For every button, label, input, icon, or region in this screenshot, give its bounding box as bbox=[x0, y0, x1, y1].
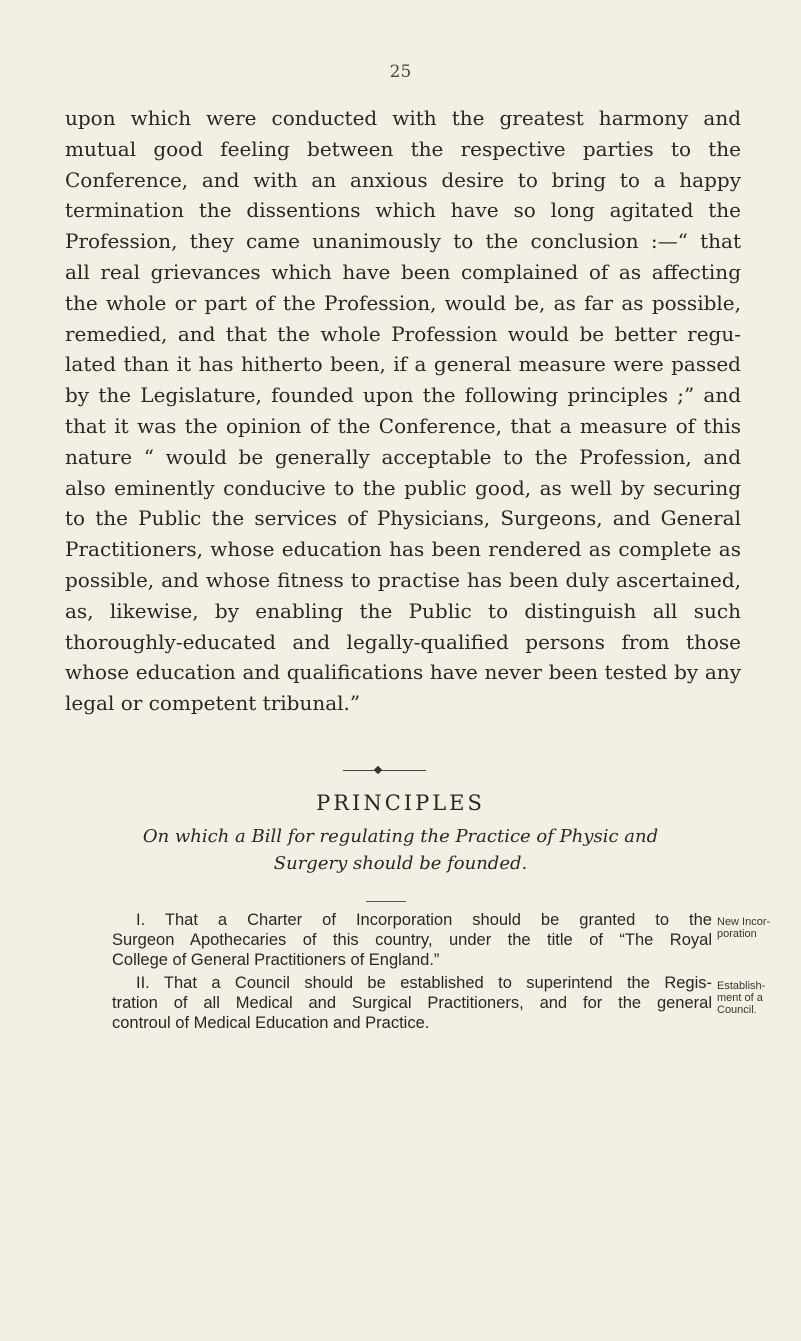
principle-line: Surgeon Apothecaries of this country, under the title of “The Royal bbox=[112, 931, 712, 949]
subheading-line: Surgery should be founded. bbox=[273, 853, 528, 874]
text-line: also eminently conducive to the public good, as well by securing bbox=[65, 475, 741, 500]
margin-note-line: New Incor- bbox=[717, 916, 771, 928]
body-text bbox=[65, 103, 741, 719]
section-subheading bbox=[0, 823, 801, 877]
principle-line: tration of all Medical and Surgical Practitioners, and for the general bbox=[112, 994, 712, 1012]
margin-note-line: poration bbox=[717, 928, 757, 940]
text-line: the whole or part of the Profession, would be, as far as possible, bbox=[65, 290, 741, 315]
text-line: mutual good feeling between the respective parties to the bbox=[65, 136, 741, 161]
text-line: Profession, they came unanimously to the conclusion :—“ that bbox=[65, 229, 741, 254]
text-line: whose education and qualifications have never been tested by any bbox=[65, 660, 741, 685]
margin-note bbox=[717, 916, 801, 940]
text-line: upon which were conducted with the greatest harmony and bbox=[65, 106, 741, 130]
principle-line: College of General Practitioners of England.” bbox=[112, 951, 440, 969]
margin-note bbox=[717, 980, 801, 1016]
principle-line: controul of Medical Education and Practice. bbox=[112, 1014, 430, 1032]
principle-line: I. That a Charter of Incorporation should be granted to the bbox=[136, 911, 712, 929]
short-rule bbox=[366, 901, 406, 902]
margin-note-line: Council. bbox=[717, 1004, 757, 1016]
text-line: thoroughly-educated and legally-qualified persons from those bbox=[65, 629, 741, 654]
text-line: all real grievances which have been complained of as affecting bbox=[65, 259, 741, 284]
text-line: as, likewise, by enabling the Public to distinguish all such bbox=[65, 598, 741, 623]
text-line: Practitioners, whose education has been rendered as complete as bbox=[65, 537, 741, 562]
section-divider bbox=[343, 770, 426, 771]
principle-item bbox=[112, 973, 712, 1033]
diamond-ornament-icon bbox=[374, 766, 382, 774]
text-line: possible, and whose fitness to practise has been duly ascertained, bbox=[65, 567, 741, 592]
page-number: 25 bbox=[389, 62, 412, 82]
subheading-line: On which a Bill for regulating the Practice of Physic and bbox=[142, 826, 659, 847]
text-line: lated than it has hitherto been, if a general measure were passed bbox=[65, 352, 741, 377]
section-heading: PRINCIPLES bbox=[316, 791, 485, 815]
text-line: that it was the opinion of the Conference, that a measure of this bbox=[65, 413, 741, 438]
margin-note-line: Establish- bbox=[717, 980, 766, 992]
text-line: by the Legislature, founded upon the following principles ;” and bbox=[65, 383, 741, 408]
text-line: Conference, and with an anxious desire to bring to a happy bbox=[65, 167, 741, 192]
text-line: to the Public the services of Physicians, Surgeons, and General bbox=[65, 506, 741, 531]
margin-note-line: ment of a bbox=[717, 992, 763, 1004]
principle-line: II. That a Council should be established to superintend the Regis- bbox=[136, 974, 712, 992]
text-line: termination the dissentions which have so long agitated the bbox=[65, 198, 741, 223]
text-line: legal or competent tribunal.” bbox=[65, 691, 361, 716]
text-line: remedied, and that the whole Profession would be better regu- bbox=[65, 321, 741, 346]
principle-item bbox=[112, 910, 712, 970]
principles-list bbox=[112, 910, 712, 1036]
text-line: nature “ would be generally acceptable to the Profession, and bbox=[65, 444, 741, 469]
